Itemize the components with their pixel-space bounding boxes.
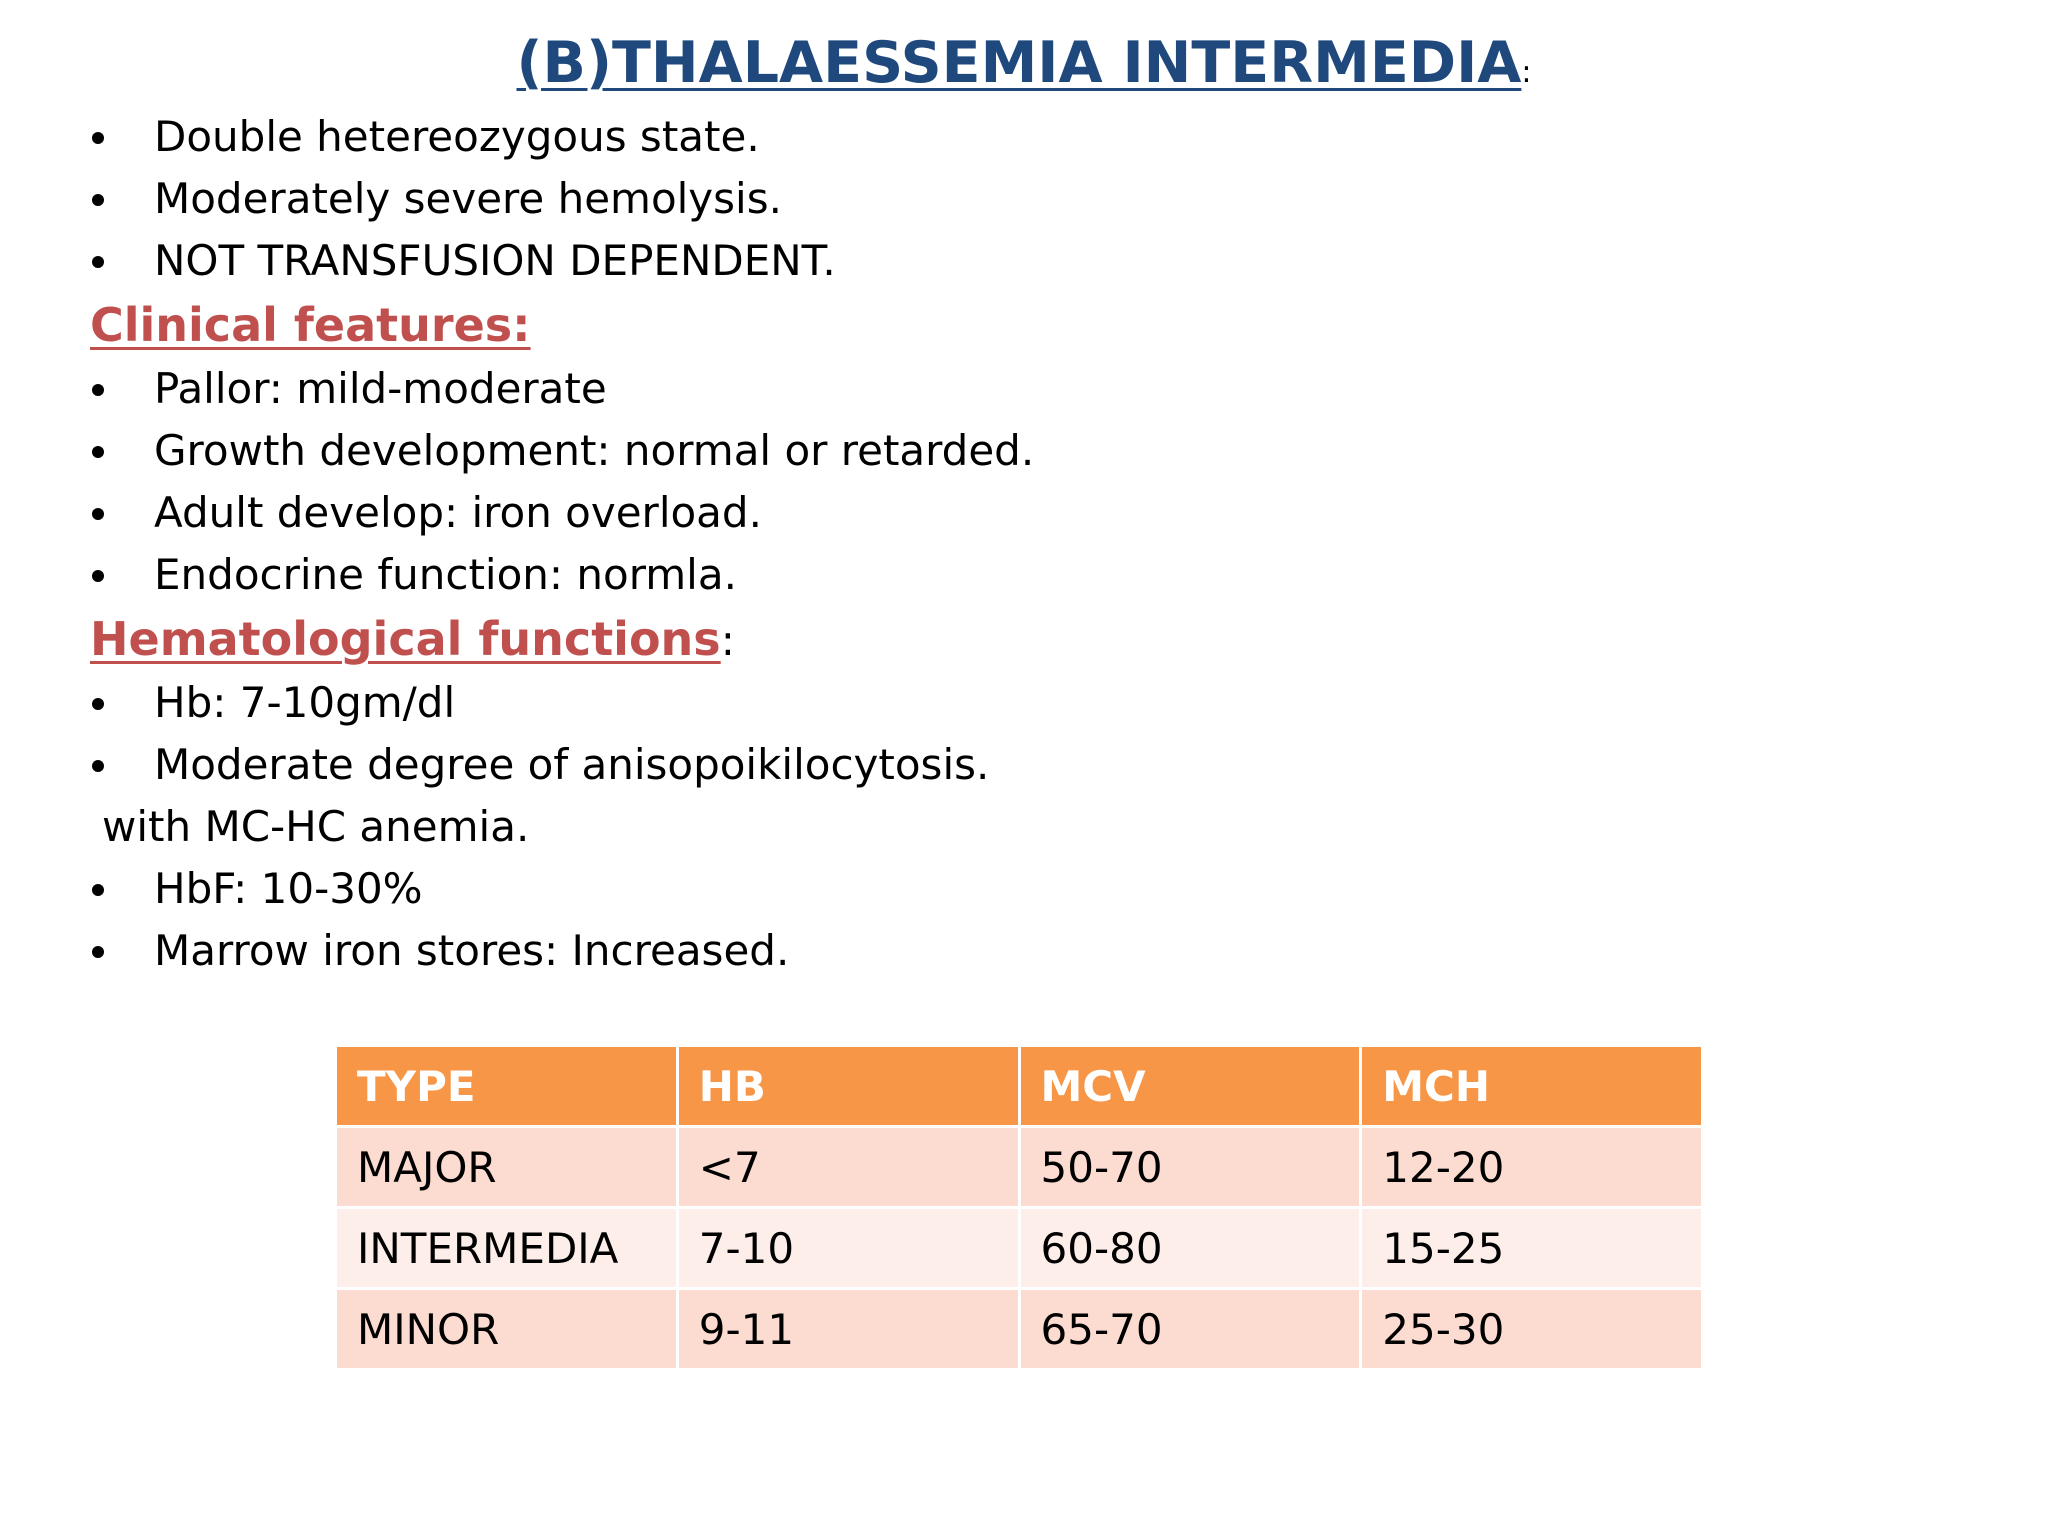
bullet-item <box>90 672 1790 734</box>
bullet-text: Pallor: mild-moderate <box>154 364 607 413</box>
slide-content <box>90 106 1790 982</box>
table-cell: 12-20 <box>1362 1128 1701 1206</box>
slide-title-text: (B)THALAESSEMIA INTERMEDIA <box>516 30 1522 96</box>
table-cell: MINOR <box>337 1290 676 1368</box>
bullet-item <box>90 544 1790 606</box>
bullet-text: Growth development: normal or retarded. <box>154 426 1035 475</box>
table-cell: 15-25 <box>1362 1209 1701 1287</box>
bullet-item <box>90 858 1790 920</box>
bullet-text: Endocrine function: normla. <box>154 550 737 599</box>
table-header-row <box>337 1047 1701 1125</box>
bullet-item <box>90 482 1790 544</box>
bullet-item <box>90 168 1790 230</box>
table-header-cell: MCV <box>1021 1047 1360 1125</box>
clinical-features-heading-text: Clinical features: <box>90 298 531 352</box>
bullet-item <box>90 920 1790 982</box>
bullet-text: NOT TRANSFUSION DEPENDENT. <box>154 236 836 285</box>
continuation-text: with MC-HC anemia. <box>102 802 530 851</box>
table-cell: 9-11 <box>679 1290 1018 1368</box>
clinical-features-heading <box>90 292 1790 358</box>
table-cell: <7 <box>679 1128 1018 1206</box>
table-row <box>337 1290 1701 1368</box>
bullet-item <box>90 106 1790 168</box>
table-row <box>337 1128 1701 1206</box>
bullet-text: HbF: 10-30% <box>154 864 423 913</box>
table-row <box>337 1209 1701 1287</box>
bullet-text: Hb: 7-10gm/dl <box>154 678 456 727</box>
hematological-functions-heading <box>90 606 1790 672</box>
heading-colon: : <box>720 616 735 665</box>
bullet-item <box>90 230 1790 292</box>
table-cell: INTERMEDIA <box>337 1209 676 1287</box>
table-header-cell: HB <box>679 1047 1018 1125</box>
thalassemia-comparison-table <box>334 1044 1704 1371</box>
slide-title <box>0 30 2048 96</box>
table-cell: 25-30 <box>1362 1290 1701 1368</box>
table-header-cell: MCH <box>1362 1047 1701 1125</box>
table-cell: 7-10 <box>679 1209 1018 1287</box>
table-cell: 50-70 <box>1021 1128 1360 1206</box>
table-header-cell: TYPE <box>337 1047 676 1125</box>
bullet-text: Marrow iron stores: Increased. <box>154 926 790 975</box>
bullet-item <box>90 420 1790 482</box>
hematological-functions-heading-text: Hematological functions <box>90 612 721 666</box>
bullet-text: Double hetereozygous state. <box>154 112 760 161</box>
bullet-text: Moderately severe hemolysis. <box>154 174 782 223</box>
table-cell: MAJOR <box>337 1128 676 1206</box>
table-cell: 60-80 <box>1021 1209 1360 1287</box>
bullet-item <box>90 358 1790 420</box>
table-cell: 65-70 <box>1021 1290 1360 1368</box>
bullet-text: Adult develop: iron overload. <box>154 488 762 537</box>
bullet-item <box>90 734 1790 796</box>
bullet-text: Moderate degree of anisopoikilocytosis. <box>154 740 990 789</box>
slide-title-colon: : <box>1521 55 1532 90</box>
